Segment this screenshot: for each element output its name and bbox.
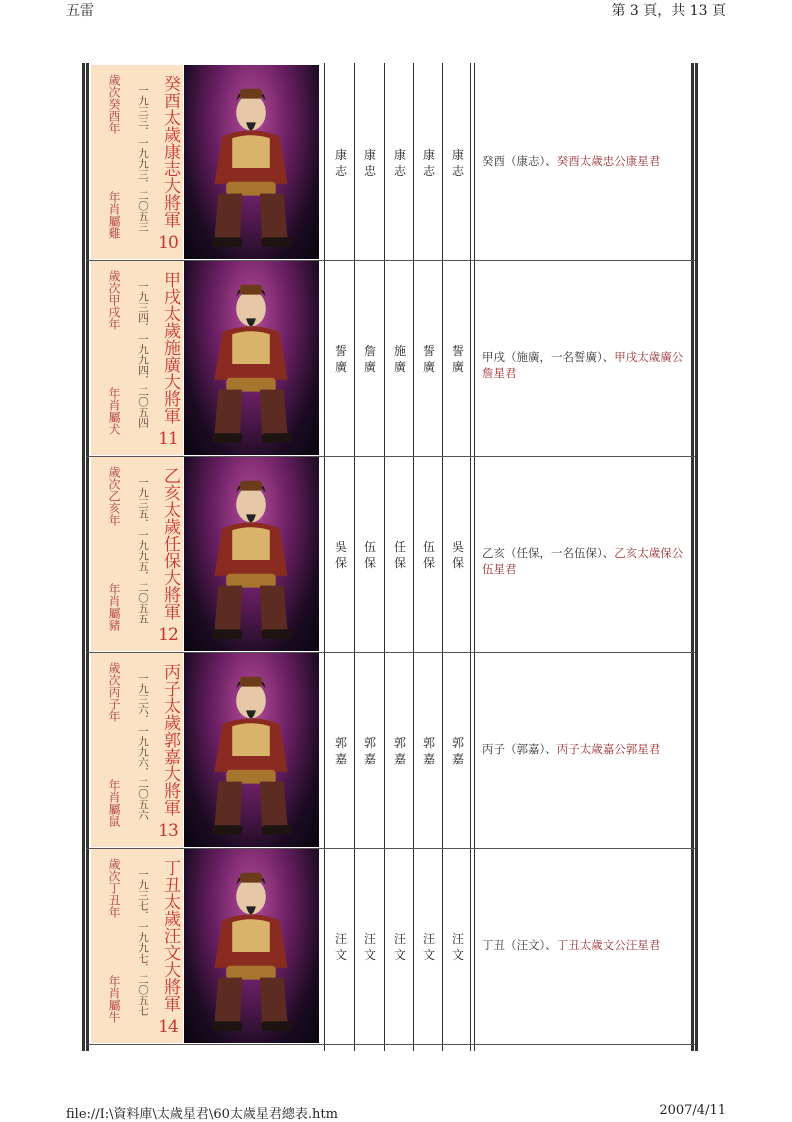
- name-char: 嘉: [334, 752, 347, 766]
- star-lord-name: 丁丑太歲文公汪星君: [556, 938, 661, 952]
- name-char: 康: [393, 148, 406, 162]
- name-char: 汪: [422, 932, 435, 946]
- name-char: 文: [334, 948, 347, 962]
- name-cell: [415, 147, 443, 179]
- table-border: [474, 63, 475, 1051]
- name-char: 文: [393, 948, 406, 962]
- name-char: 廣: [334, 360, 347, 374]
- statue-photo: [184, 457, 319, 651]
- general-title: 丙子太歲郭嘉大將軍: [160, 662, 180, 816]
- name-cell: [356, 931, 384, 963]
- name-char: 誓: [451, 344, 464, 358]
- name-char: 郭: [422, 736, 435, 750]
- name-char: 文: [422, 948, 435, 962]
- name-cell: [356, 343, 384, 375]
- name-char: 嘉: [393, 752, 406, 766]
- description-text: 乙亥（任保，一名伍保）、: [482, 546, 615, 560]
- description-cell: [482, 545, 690, 577]
- name-char: 保: [363, 556, 376, 570]
- name-char: 郭: [363, 736, 376, 750]
- zodiac-label: 年肖屬雞: [107, 191, 121, 239]
- name-char: 保: [334, 556, 347, 570]
- table-border: [691, 63, 694, 1051]
- name-char: 汪: [393, 932, 406, 946]
- statue-figure-image: [184, 457, 319, 651]
- general-title: 丁丑太歲汪文大將軍: [160, 858, 180, 1012]
- description-cell: [482, 349, 690, 381]
- name-char: 吳: [334, 540, 347, 554]
- name-char: 嘉: [363, 752, 376, 766]
- name-char: 郭: [393, 736, 406, 750]
- name-cell: [415, 931, 443, 963]
- name-char: 詹: [363, 344, 376, 358]
- birth-years-label: 一九三三．一九九三．二〇五三: [137, 84, 149, 232]
- table-border: [384, 63, 385, 1051]
- statue-photo: [184, 849, 319, 1043]
- general-number: 13: [158, 821, 178, 841]
- statue-figure-image: [184, 65, 319, 259]
- name-cell: [356, 539, 384, 571]
- name-char: 保: [451, 556, 464, 570]
- star-lord-name: 癸酉太歲忠公康星君: [556, 154, 661, 168]
- name-char: 廣: [422, 360, 435, 374]
- description-cell: [482, 937, 690, 953]
- row-divider: [86, 1044, 695, 1045]
- year-label: 歲次癸酉年: [107, 74, 121, 134]
- star-lord-name: 丙子太歲嘉公郭星君: [556, 742, 661, 756]
- birth-years-label: 一九三六．一九九六．二〇五六: [137, 672, 149, 820]
- name-char: 誓: [422, 344, 435, 358]
- table-border: [695, 63, 698, 1051]
- name-char: 郭: [334, 736, 347, 750]
- name-cell: [386, 735, 414, 767]
- name-char: 汪: [363, 932, 376, 946]
- name-cell: [327, 735, 355, 767]
- table-border: [86, 63, 89, 1051]
- name-char: 廣: [363, 360, 376, 374]
- name-char: 廣: [451, 360, 464, 374]
- name-cell: [415, 343, 443, 375]
- table-border: [324, 63, 325, 1051]
- name-char: 志: [451, 164, 464, 178]
- description-cell: [482, 153, 690, 169]
- zodiac-label: 年肖屬犬: [107, 387, 121, 435]
- name-char: 忠: [363, 164, 376, 178]
- general-number: 12: [158, 625, 178, 645]
- name-char: 志: [422, 164, 435, 178]
- statue-figure-image: [184, 261, 319, 455]
- description-text: 丙子（郭嘉）、: [482, 742, 557, 756]
- name-char: 伍: [422, 540, 435, 554]
- name-cell: [444, 735, 472, 767]
- name-cell: [327, 147, 355, 179]
- name-cell: [444, 343, 472, 375]
- name-char: 廣: [393, 360, 406, 374]
- header-title: 五雷: [66, 3, 94, 19]
- name-char: 康: [363, 148, 376, 162]
- year-label: 歲次丁丑年: [107, 858, 121, 918]
- name-char: 汪: [451, 932, 464, 946]
- year-label: 歲次乙亥年: [107, 466, 121, 526]
- name-cell: [386, 539, 414, 571]
- name-cell: [327, 931, 355, 963]
- name-cell: [327, 539, 355, 571]
- statue-photo: [184, 65, 319, 259]
- description-text: 甲戌（施廣，一名誓廣）、: [482, 350, 615, 364]
- year-label: 歲次丙子年: [107, 662, 121, 722]
- year-label: 歲次甲戌年: [107, 270, 121, 330]
- name-cell: [356, 735, 384, 767]
- name-cell: [327, 343, 355, 375]
- name-cell: [386, 931, 414, 963]
- name-char: 保: [422, 556, 435, 570]
- name-cell: [444, 147, 472, 179]
- name-cell: [386, 343, 414, 375]
- name-char: 誓: [334, 344, 347, 358]
- name-char: 康: [334, 148, 347, 162]
- statue-photo: [184, 653, 319, 847]
- footer-date: 2007/4/11: [659, 1103, 726, 1118]
- statue-figure-image: [184, 849, 319, 1043]
- name-char: 保: [393, 556, 406, 570]
- name-char: 郭: [451, 736, 464, 750]
- name-char: 康: [422, 148, 435, 162]
- name-char: 文: [363, 948, 376, 962]
- name-char: 任: [393, 540, 406, 554]
- description-cell: [482, 741, 690, 757]
- name-cell: [415, 735, 443, 767]
- name-char: 汪: [334, 932, 347, 946]
- general-title: 甲戌太歲施廣大將軍: [160, 270, 180, 424]
- general-title: 乙亥太歲任保大將軍: [160, 466, 180, 620]
- description-text: 癸酉（康志）、: [482, 154, 557, 168]
- general-number: 14: [158, 1017, 178, 1037]
- name-char: 志: [334, 164, 347, 178]
- name-cell: [386, 147, 414, 179]
- zodiac-label: 年肖屬牛: [107, 975, 121, 1023]
- zodiac-label: 年肖屬鼠: [107, 779, 121, 827]
- name-char: 文: [451, 948, 464, 962]
- birth-years-label: 一九三七．一九九七．二〇五七: [137, 868, 149, 1016]
- name-char: 施: [393, 344, 406, 358]
- name-char: 嘉: [422, 752, 435, 766]
- name-cell: [415, 539, 443, 571]
- star-lord-name: 甲戌太歲廣公詹星君: [482, 350, 684, 380]
- name-char: 志: [393, 164, 406, 178]
- table-border: [82, 63, 85, 1051]
- general-number: 10: [158, 233, 178, 253]
- page-indicator: 第 3 頁，共 13 頁: [611, 3, 726, 19]
- birth-years-label: 一九三五．一九九五．二〇五五: [137, 476, 149, 624]
- name-cell: [444, 931, 472, 963]
- birth-years-label: 一九三四．一九九四．二〇五四: [137, 280, 149, 428]
- name-cell: [444, 539, 472, 571]
- general-title: 癸酉太歲康志大將軍: [160, 74, 180, 228]
- name-cell: [356, 147, 384, 179]
- name-char: 伍: [363, 540, 376, 554]
- name-char: 康: [451, 148, 464, 162]
- name-char: 嘉: [451, 752, 464, 766]
- name-char: 吳: [451, 540, 464, 554]
- zodiac-label: 年肖屬豬: [107, 583, 121, 631]
- statue-photo: [184, 261, 319, 455]
- star-lord-name: 乙亥太歲保公伍星君: [482, 546, 684, 576]
- general-number: 11: [158, 429, 178, 449]
- statue-figure-image: [184, 653, 319, 847]
- footer-file-path: file://I:\資料庫\太歲星君\60太歲星君總表.htm: [66, 1107, 338, 1122]
- description-text: 丁丑（汪文）、: [482, 938, 557, 952]
